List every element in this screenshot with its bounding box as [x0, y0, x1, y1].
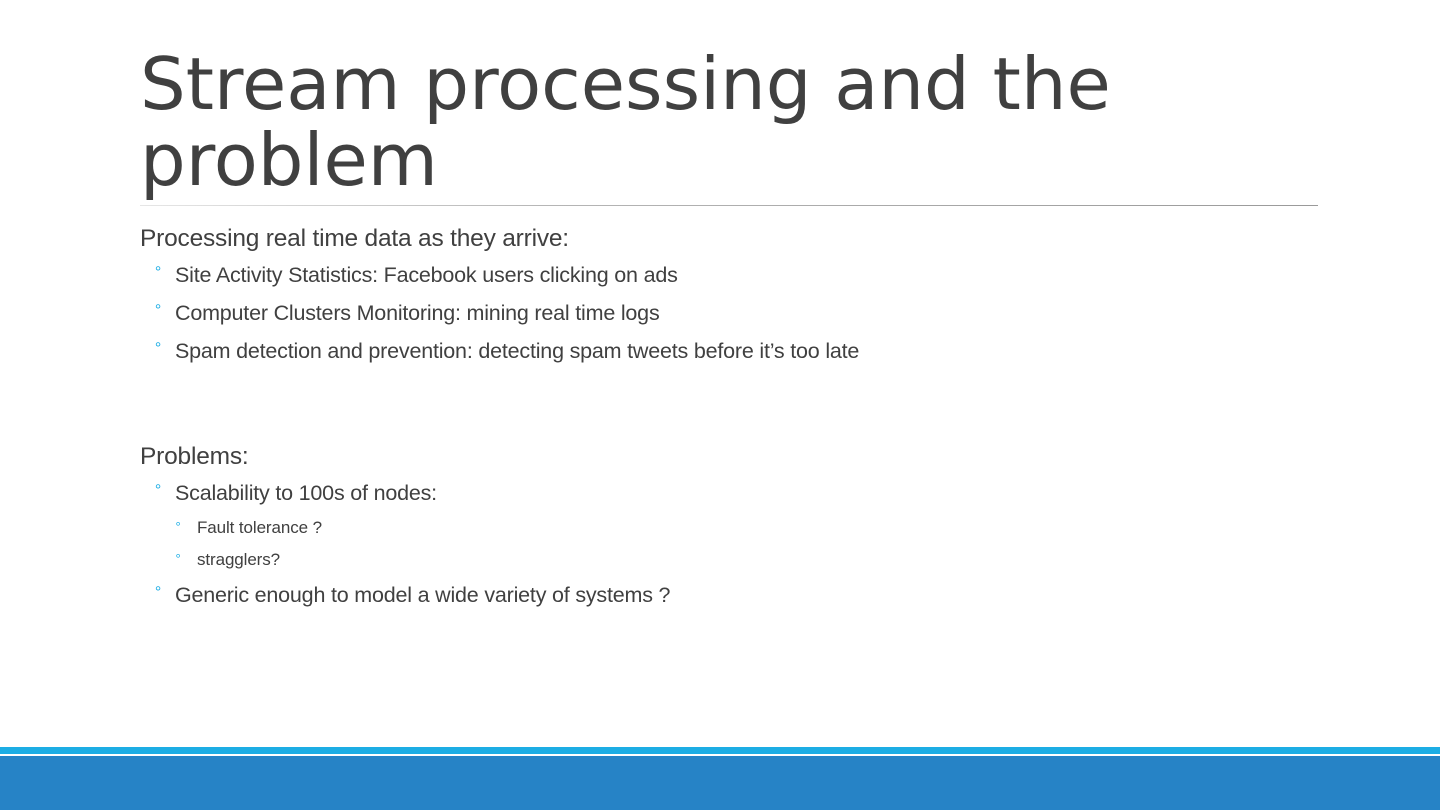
sub-list-item	[140, 544, 1320, 576]
bullet-list	[140, 474, 1320, 614]
list-item	[140, 576, 1320, 614]
list-item-text: Generic enough to model a wide variety of systems ?	[175, 583, 671, 607]
circle-bullet-icon: °	[175, 519, 181, 534]
sub-list-item	[140, 512, 1320, 544]
section-heading: Problems:	[140, 443, 249, 470]
list-item	[140, 294, 1320, 332]
section-heading: Processing real time data as they arrive:	[140, 225, 569, 252]
bullet-list	[140, 256, 1320, 370]
title-divider	[140, 205, 1318, 206]
list-item-text: Scalability to 100s of nodes:	[175, 481, 437, 505]
footer-bar	[0, 756, 1440, 810]
circle-bullet-icon: °	[154, 302, 162, 319]
circle-bullet-icon: °	[154, 482, 162, 499]
list-item-text: Spam detection and prevention: detecting spam tweets before it’s too late	[175, 339, 860, 363]
section-processing	[140, 222, 1320, 370]
list-item-text: Computer Clusters Monitoring: mining real time logs	[175, 301, 660, 325]
slide-body	[140, 222, 1320, 614]
circle-bullet-icon: °	[175, 551, 181, 566]
section-problems	[140, 440, 1320, 614]
list-item	[140, 256, 1320, 294]
slide-title: Stream processing and the problem	[140, 42, 1111, 202]
circle-bullet-icon: °	[154, 340, 162, 357]
list-item	[140, 474, 1320, 512]
footer-accent-bar	[0, 747, 1440, 754]
circle-bullet-icon: °	[154, 264, 162, 281]
list-item	[140, 332, 1320, 370]
list-item-text: Site Activity Statistics: Facebook users clicking on ads	[175, 263, 678, 287]
sub-list-item-text: Fault tolerance ?	[197, 518, 322, 537]
sub-list-item-text: stragglers?	[197, 550, 280, 569]
circle-bullet-icon: °	[154, 584, 162, 601]
